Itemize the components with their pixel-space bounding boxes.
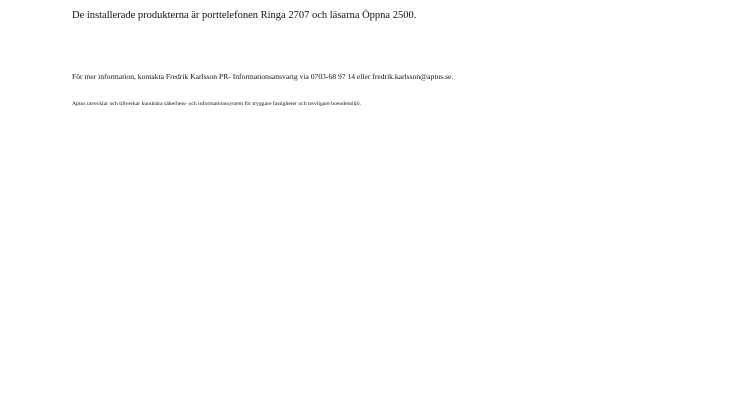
product-paragraph: De installerade produkterna är porttelefonen Ringa 2707 och läsarna Öppna 2500. (72, 10, 417, 21)
contact-paragraph: För mer information, kontakta Fredrik Karlsson PR- Informationsansvarig via 0703-68 97 14 eller fredrik.karlsson@aptus.se. (72, 72, 454, 81)
company-description: Aptus utvecklar och tillverkar kundnära säkerhets- och informationssystem för tryggare fastigheter och trevligare boendemiljö. (72, 101, 362, 107)
